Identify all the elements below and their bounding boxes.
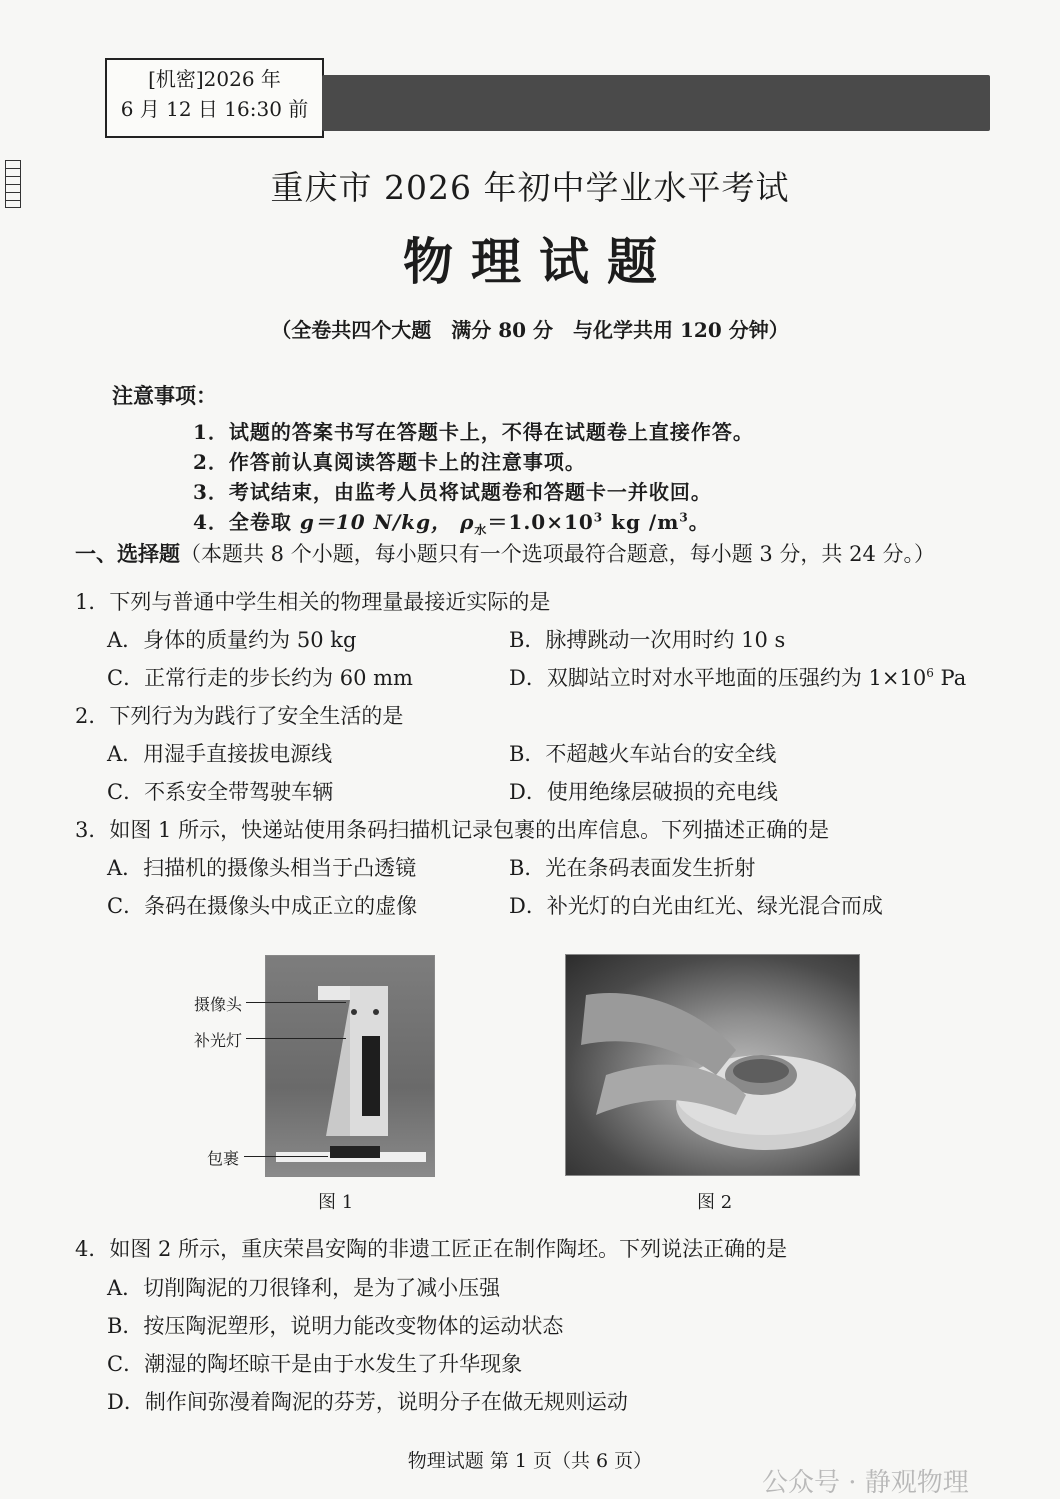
notice-item-4-end: 。 [688, 510, 710, 534]
question-1-option-b: B．脉搏跳动一次用时约 10 s [509, 628, 786, 652]
section-1-desc: （本题共 8 个小题，每小题只有一个选项最符合题意，每小题 3 分，共 24 分。） [180, 542, 935, 566]
page-footer: 物理试题 第 1 页（共 6 页） [407, 1450, 653, 1472]
subject-title: 物理试题 [403, 232, 675, 291]
density-unit-exponent: 3 [679, 510, 689, 525]
question-4-option-b: B．按压陶泥塑形，说明力能改变物体的运动状态 [107, 1314, 564, 1338]
callout-package-line [244, 1156, 328, 1157]
confidential-line-2: 6 月 12 日 16:30 前 [120, 97, 309, 121]
exam-title: 重庆市 2026 年初中学业水平考试 [270, 168, 790, 207]
question-3-stem: 3．如图 1 所示，快递站使用条码扫描机记录包裹的出库信息。下列描述正确的是 [75, 818, 830, 842]
callout-light-line [246, 1038, 346, 1039]
watermark: 公众号 · 静观物理 [762, 1468, 969, 1498]
question-2-option-d: D．使用绝缘层破损的充电线 [509, 780, 778, 804]
question-1-option-d-unit: Pa [933, 666, 967, 690]
notice-item-2: 2．作答前认真阅读答题卡上的注意事项。 [193, 450, 586, 474]
density-exponent: 3 [593, 510, 604, 525]
figure-2-caption: 图 2 [697, 1192, 733, 1213]
section-1-title: 一、选择题 [75, 541, 180, 566]
confidential-line-1: [机密]2026 年 [148, 67, 281, 91]
question-1-option-a: A．身体的质量约为 50 kg [107, 628, 357, 652]
density-subscript: 水 [474, 523, 488, 537]
callout-camera-line [246, 1002, 346, 1003]
question-4-stem: 4．如图 2 所示，重庆荣昌安陶的非遗工匠正在制作陶坯。下列说法正确的是 [75, 1237, 788, 1261]
density-unit: kg /m [603, 510, 680, 534]
question-1-option-d [509, 662, 966, 692]
callout-camera: 摄像头 [194, 995, 243, 1014]
notice-heading: 注意事项： [112, 383, 217, 408]
density-value: ＝1.0×10 [487, 510, 594, 534]
density-symbol: ρ [460, 510, 475, 534]
figure-1-scanner-photo [265, 955, 435, 1177]
question-2-option-a: A．用湿手直接拔电源线 [107, 742, 333, 766]
section-1-heading [75, 538, 935, 568]
question-4-option-a: A．切削陶泥的刀很锋利，是为了减小压强 [107, 1276, 501, 1300]
question-2-option-b: B．不超越火车站台的安全线 [509, 742, 777, 766]
question-1-stem: 1．下列与普通中学生相关的物理量最接近实际的是 [75, 590, 551, 614]
question-1-option-d-exponent: 6 [926, 666, 934, 680]
question-3-option-b: B．光在条码表面发生折射 [509, 856, 756, 880]
figure-1-caption: 图 1 [318, 1192, 354, 1213]
notice-item-3: 3．考试结束，由监考人员将试题卷和答题卡一并收回。 [193, 480, 712, 504]
confidential-box [105, 58, 324, 138]
notice-item-4 [193, 506, 710, 538]
exam-scope: （全卷共四个大题 满分 80 分 与化学共用 120 分钟） [271, 318, 789, 342]
figure-2-pottery-photo [565, 954, 860, 1176]
scanner-illustration [266, 956, 435, 1177]
question-1-option-c: C．正常行走的步长约为 60 mm [107, 666, 413, 690]
notice-item-1: 1．试题的答案书写在答题卡上，不得在试题卷上直接作答。 [193, 420, 754, 444]
callout-package: 包裹 [207, 1149, 240, 1168]
question-3-option-a: A．扫描机的摄像头相当于凸透镜 [107, 856, 417, 880]
question-4-option-d: D．制作间弥漫着陶泥的芬芳，说明分子在做无规则运动 [107, 1390, 628, 1414]
redacted-bar [322, 75, 990, 131]
notice-item-4-prefix: 4．全卷取 [193, 510, 300, 534]
callout-light: 补光灯 [194, 1031, 243, 1050]
question-2-stem: 2．下列行为为践行了安全生活的是 [75, 704, 404, 728]
question-3-option-d: D．补光灯的白光由红光、绿光混合而成 [509, 894, 883, 918]
gravity-constant: g＝10 N/kg， [299, 510, 453, 534]
question-4-option-c: C．潮湿的陶坯晾干是由于水发生了升华现象 [107, 1352, 523, 1376]
pottery-illustration [566, 955, 860, 1176]
question-2-option-c: C．不系安全带驾驶车辆 [107, 780, 334, 804]
question-3-option-c: C．条码在摄像头中成正立的虚像 [107, 894, 418, 918]
question-1-option-d-text: D．双脚站立时对水平地面的压强约为 1×10 [509, 666, 927, 690]
